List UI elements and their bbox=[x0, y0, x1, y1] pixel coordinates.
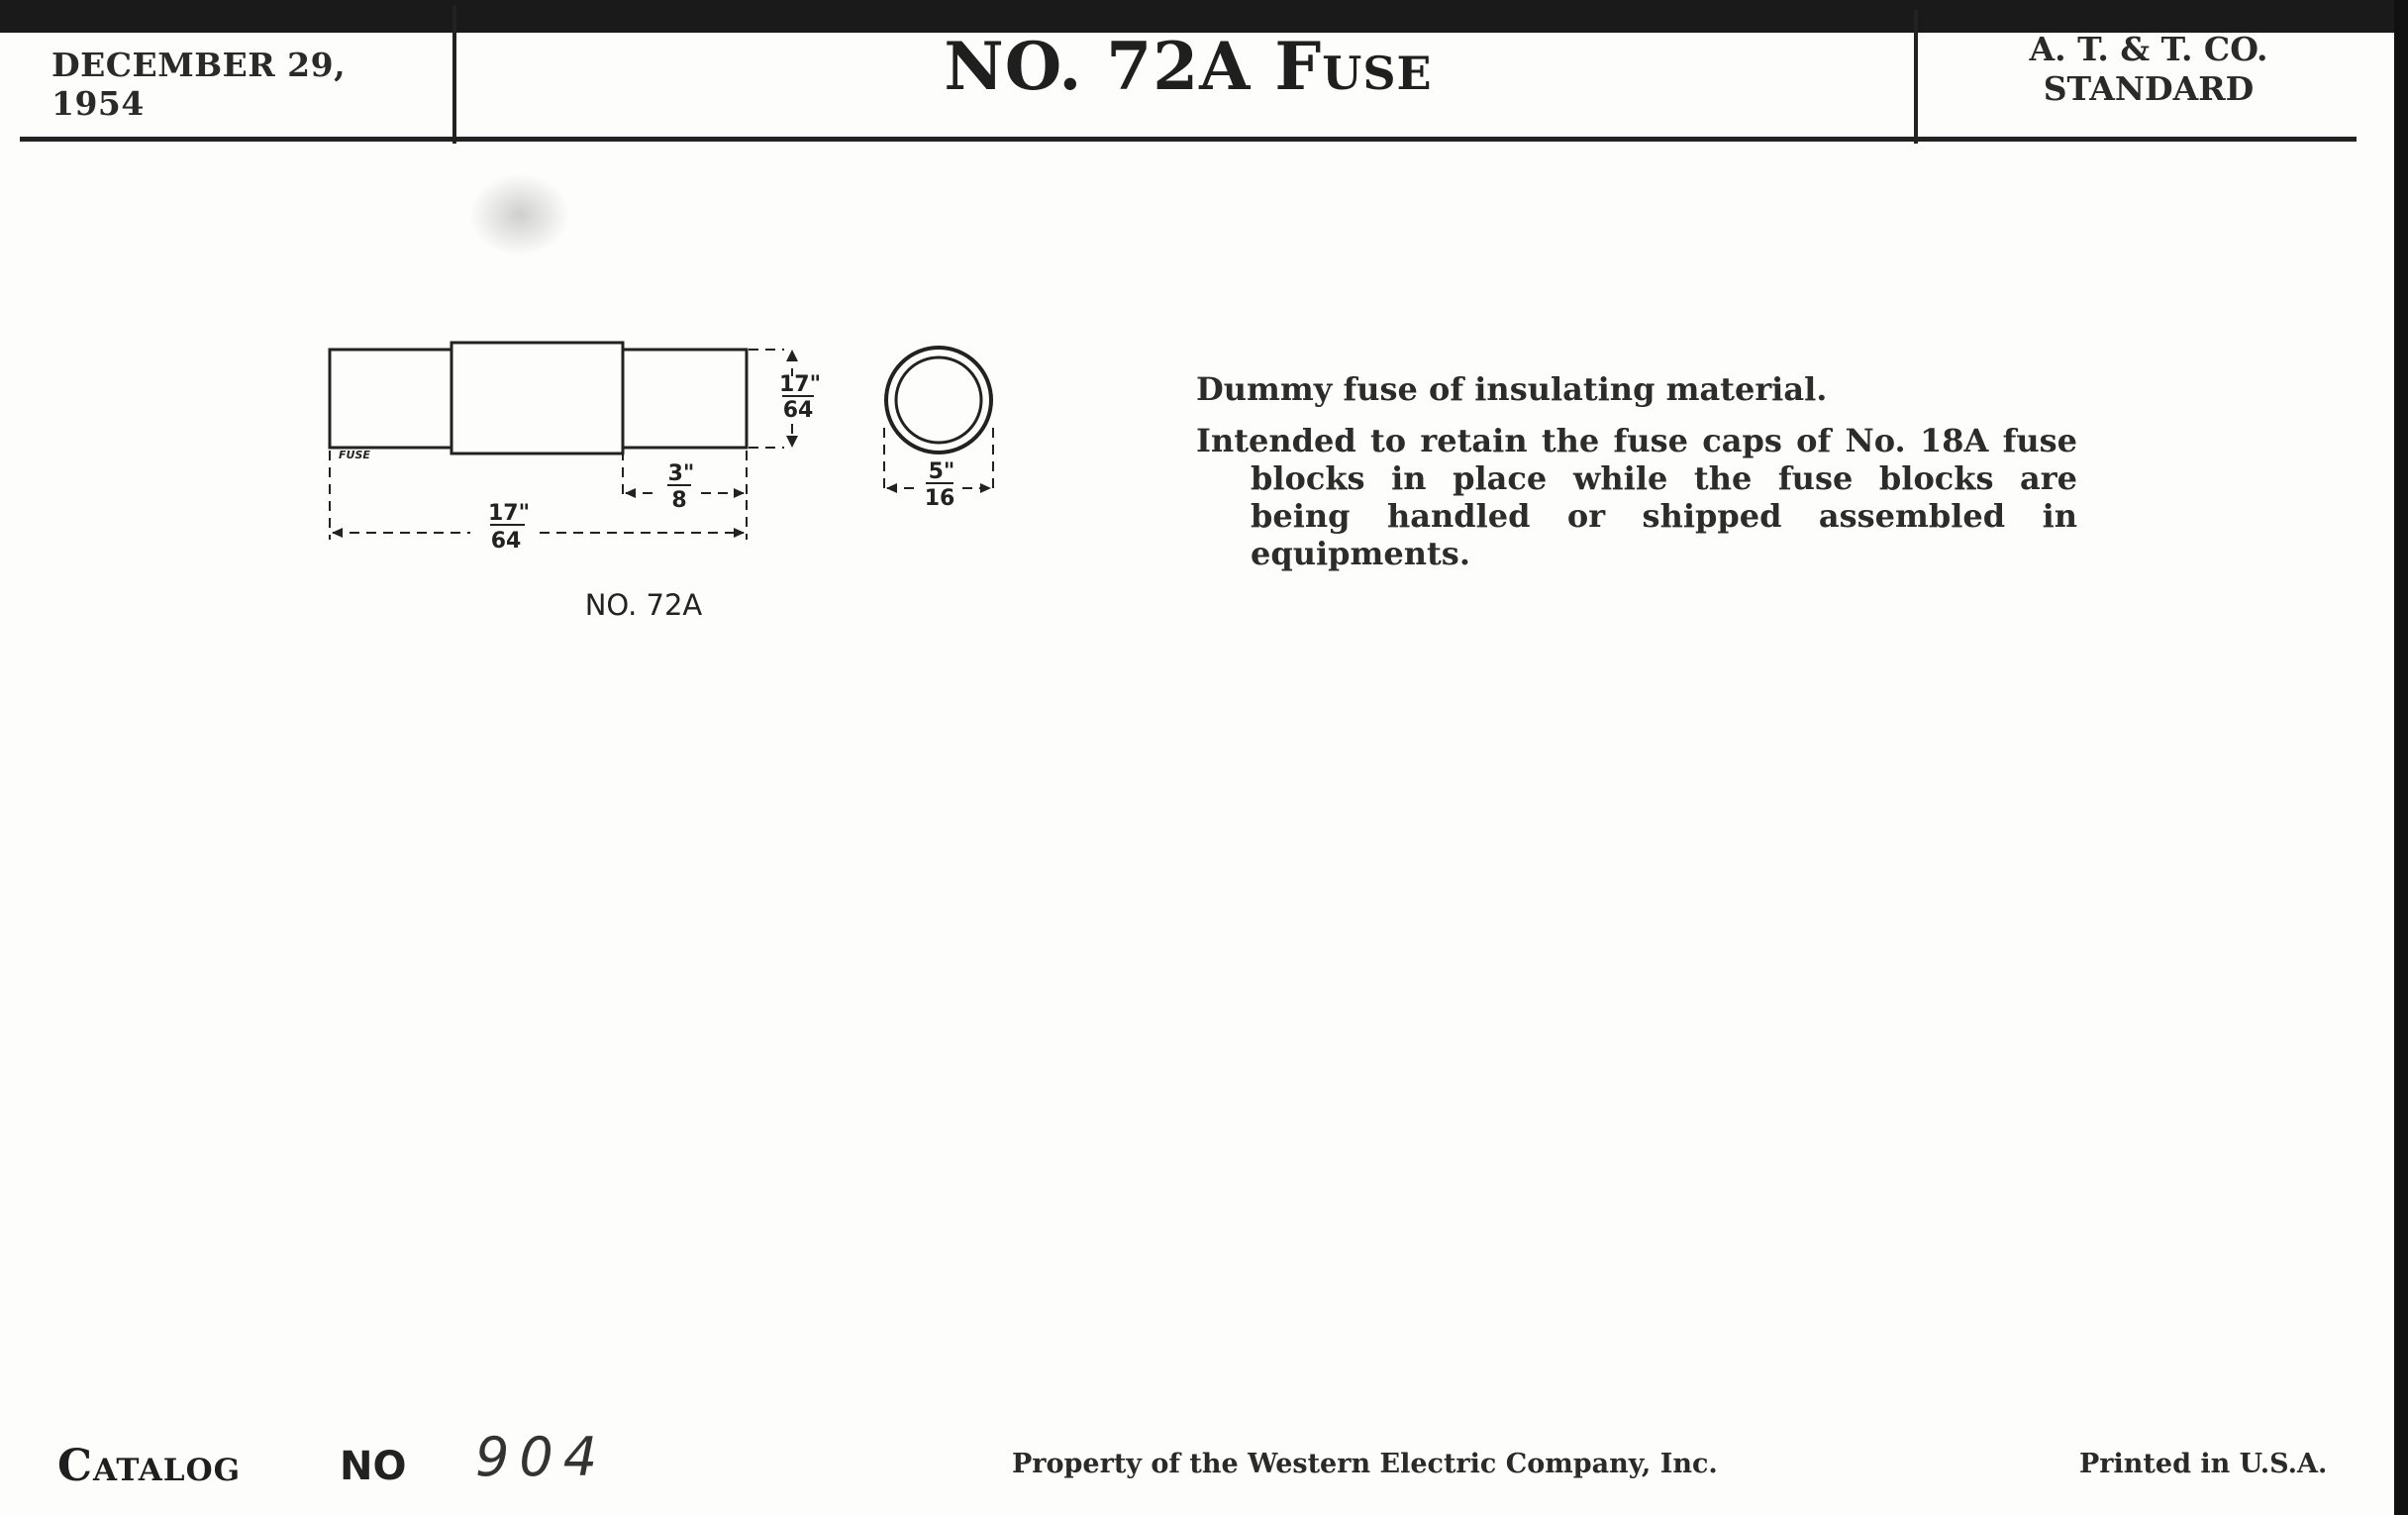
title-prefix: NO. 72A bbox=[944, 28, 1275, 105]
scan-edge bbox=[2394, 0, 2408, 1515]
standard-line-1: A. T. & T. CO. bbox=[2029, 30, 2268, 68]
dim-length-den: 64 bbox=[490, 529, 522, 554]
fuse-right-cap bbox=[623, 350, 747, 448]
dim-cap-den: 8 bbox=[671, 488, 687, 513]
description-line-2: Intended to retain the fuse caps of No. 18A fuse blocks in place while the fuse blocks are being handled or shipped assembled in equipments. bbox=[1196, 422, 2077, 572]
fuse-left-cap bbox=[330, 350, 452, 448]
dim-length-num: 17" bbox=[487, 501, 531, 526]
fuse-body bbox=[452, 343, 623, 454]
fuse-marking: FUSE bbox=[339, 449, 370, 461]
standard-line-2: STANDARD bbox=[2043, 69, 2255, 108]
standard-block bbox=[1931, 30, 2366, 109]
header-divider-left bbox=[452, 5, 456, 144]
fuse-drawing bbox=[317, 297, 1030, 584]
catalog-no-label: NO bbox=[340, 1444, 407, 1489]
header-rule bbox=[20, 137, 2357, 142]
catalog-label: Catalog bbox=[57, 1441, 242, 1491]
property-notice: Property of the Western Electric Company, Inc. bbox=[1012, 1449, 1718, 1479]
description-line-1: Dummy fuse of insulating material. bbox=[1196, 370, 1828, 408]
header-date: DECEMBER 29, 1954 bbox=[51, 46, 347, 123]
dim-cap-num: 3" bbox=[667, 461, 695, 486]
figure-caption: NO. 72A bbox=[584, 588, 703, 622]
dim-height-den: 64 bbox=[782, 398, 814, 423]
description bbox=[1196, 370, 2077, 586]
page-title bbox=[465, 28, 1911, 105]
title-word: Fuse bbox=[1274, 28, 1433, 105]
smudge-mark bbox=[465, 170, 574, 259]
catalog-number: 904 bbox=[475, 1426, 608, 1488]
dim-diameter-num: 5" bbox=[928, 459, 955, 484]
catalog-card bbox=[0, 33, 2394, 1515]
dim-height-num: 17" bbox=[778, 372, 822, 397]
header-divider-right bbox=[1914, 10, 1918, 144]
dim-diameter-den: 16 bbox=[924, 486, 955, 511]
printed-notice: Printed in U.S.A. bbox=[2079, 1449, 2328, 1479]
dimension-lines bbox=[330, 350, 993, 540]
fuse-end-view bbox=[886, 348, 991, 453]
